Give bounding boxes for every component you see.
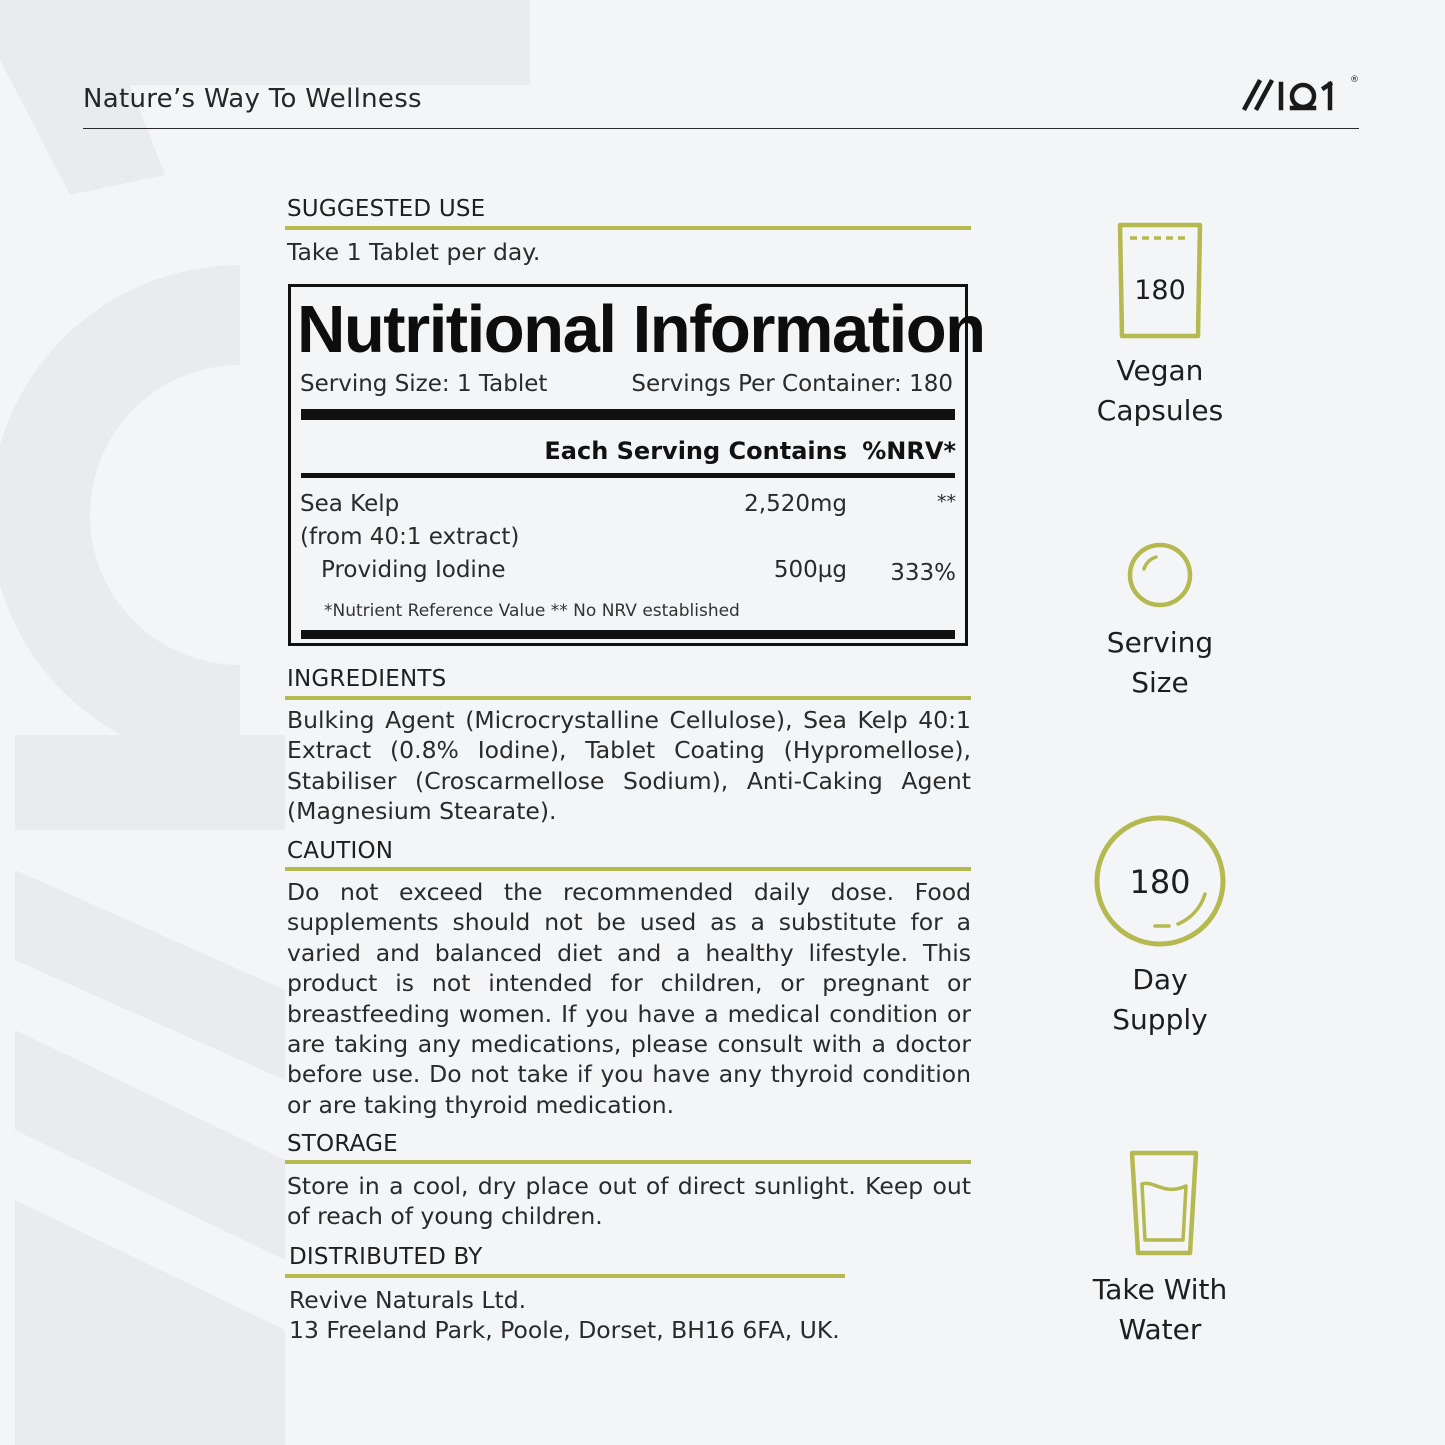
feature-label-take-with-water xyxy=(1030,1270,1290,1350)
ingredients-rule xyxy=(285,696,971,700)
suggested-use-text: Take 1 Tablet per day. xyxy=(287,238,541,266)
nutrient-amount: 500µg xyxy=(773,557,847,583)
feature-label-serving-size xyxy=(1030,623,1290,703)
nutrient-name: Sea Kelp xyxy=(300,491,400,517)
nutrition-panel xyxy=(288,284,985,646)
supply-count: 180 xyxy=(1129,863,1191,901)
storage-text: Store in a cool, dry place out of direct sunlight. Keep out of reach of young children. xyxy=(287,1172,971,1231)
distributed-heading: DISTRIBUTED BY xyxy=(289,1244,483,1270)
feature-line: Capsules xyxy=(1096,394,1224,427)
feature-line: Water xyxy=(1118,1313,1202,1346)
header-tagline: Nature’s Way To Wellness xyxy=(83,84,422,114)
col-each-serving: Each Serving Contains xyxy=(544,437,847,465)
feature-line: Vegan xyxy=(1116,354,1204,387)
nutrition-thick-divider xyxy=(301,409,955,420)
nutrient-amount: 2,520mg xyxy=(744,491,847,517)
feature-line: Take With xyxy=(1092,1273,1228,1306)
serving-size: Serving Size: 1 Tablet xyxy=(300,371,548,397)
brand-logo xyxy=(1240,70,1364,116)
feature-label-vegan-capsules xyxy=(1030,351,1290,431)
nutrition-footnote: *Nutrient Reference Value ** No NRV established xyxy=(324,601,740,621)
nutrient-nrv: ** xyxy=(937,491,956,513)
ingredients-heading: INGREDIENTS xyxy=(287,666,447,692)
header-divider xyxy=(83,128,1359,129)
servings-per-container: Servings Per Container: 180 xyxy=(631,371,953,397)
caution-text: Do not exceed the recommended daily dose. Food supplements should not be used as a substitute for a varied and balanced diet and a healthy lifestyle. This product is not intended for children, or pregnant or breastfeeding women. If you have a medical condition or are taking any medications, please consult with a doctor before use. Do not take if you have any thyroid condition or are taking thyroid medication. xyxy=(287,878,971,1119)
feature-line: Day xyxy=(1132,963,1188,996)
storage-rule xyxy=(285,1160,971,1164)
ingredients-text: Bulking Agent (Microcrystalline Cellulose), Sea Kelp 40:1 Extract (0.8% Iodine), Tablet Coating (Hypromellose), Stabiliser (Croscarmellose Sodium), Anti-Caking Agent (Magnesium Stearate). xyxy=(287,706,971,826)
storage-heading: STORAGE xyxy=(287,1131,398,1157)
nutrition-title: Nutritional Information xyxy=(297,292,985,367)
nutrition-bottom-divider xyxy=(301,630,955,639)
tablet-circle-icon xyxy=(1126,541,1194,609)
svg-text:®: ® xyxy=(1350,75,1359,85)
water-glass-icon xyxy=(1129,1150,1199,1256)
caution-rule xyxy=(285,867,971,871)
suggested-use-heading: SUGGESTED USE xyxy=(287,196,486,222)
col-nrv: %NRV* xyxy=(862,437,956,465)
suggested-use-rule xyxy=(285,226,971,230)
nutrient-name: Providing Iodine xyxy=(321,557,506,583)
feature-line: Size xyxy=(1131,666,1189,699)
feature-label-day-supply xyxy=(1030,960,1290,1040)
caution-heading: CAUTION xyxy=(287,838,394,864)
distributed-rule xyxy=(285,1274,845,1278)
calendar-circle-icon xyxy=(1093,814,1227,948)
feature-line: Serving xyxy=(1106,626,1214,659)
pouch-count: 180 xyxy=(1134,275,1186,306)
pouch-icon xyxy=(1116,222,1204,340)
nutrition-header-divider xyxy=(301,473,955,478)
feature-line: Supply xyxy=(1112,1003,1208,1036)
distributor-name: Revive Naturals Ltd. xyxy=(289,1286,527,1314)
nutrient-nrv: 333% xyxy=(890,560,956,586)
nutrient-sub: (from 40:1 extract) xyxy=(300,524,520,550)
distributor-address: 13 Freeland Park, Poole, Dorset, BH16 6FA, UK. xyxy=(289,1316,840,1344)
